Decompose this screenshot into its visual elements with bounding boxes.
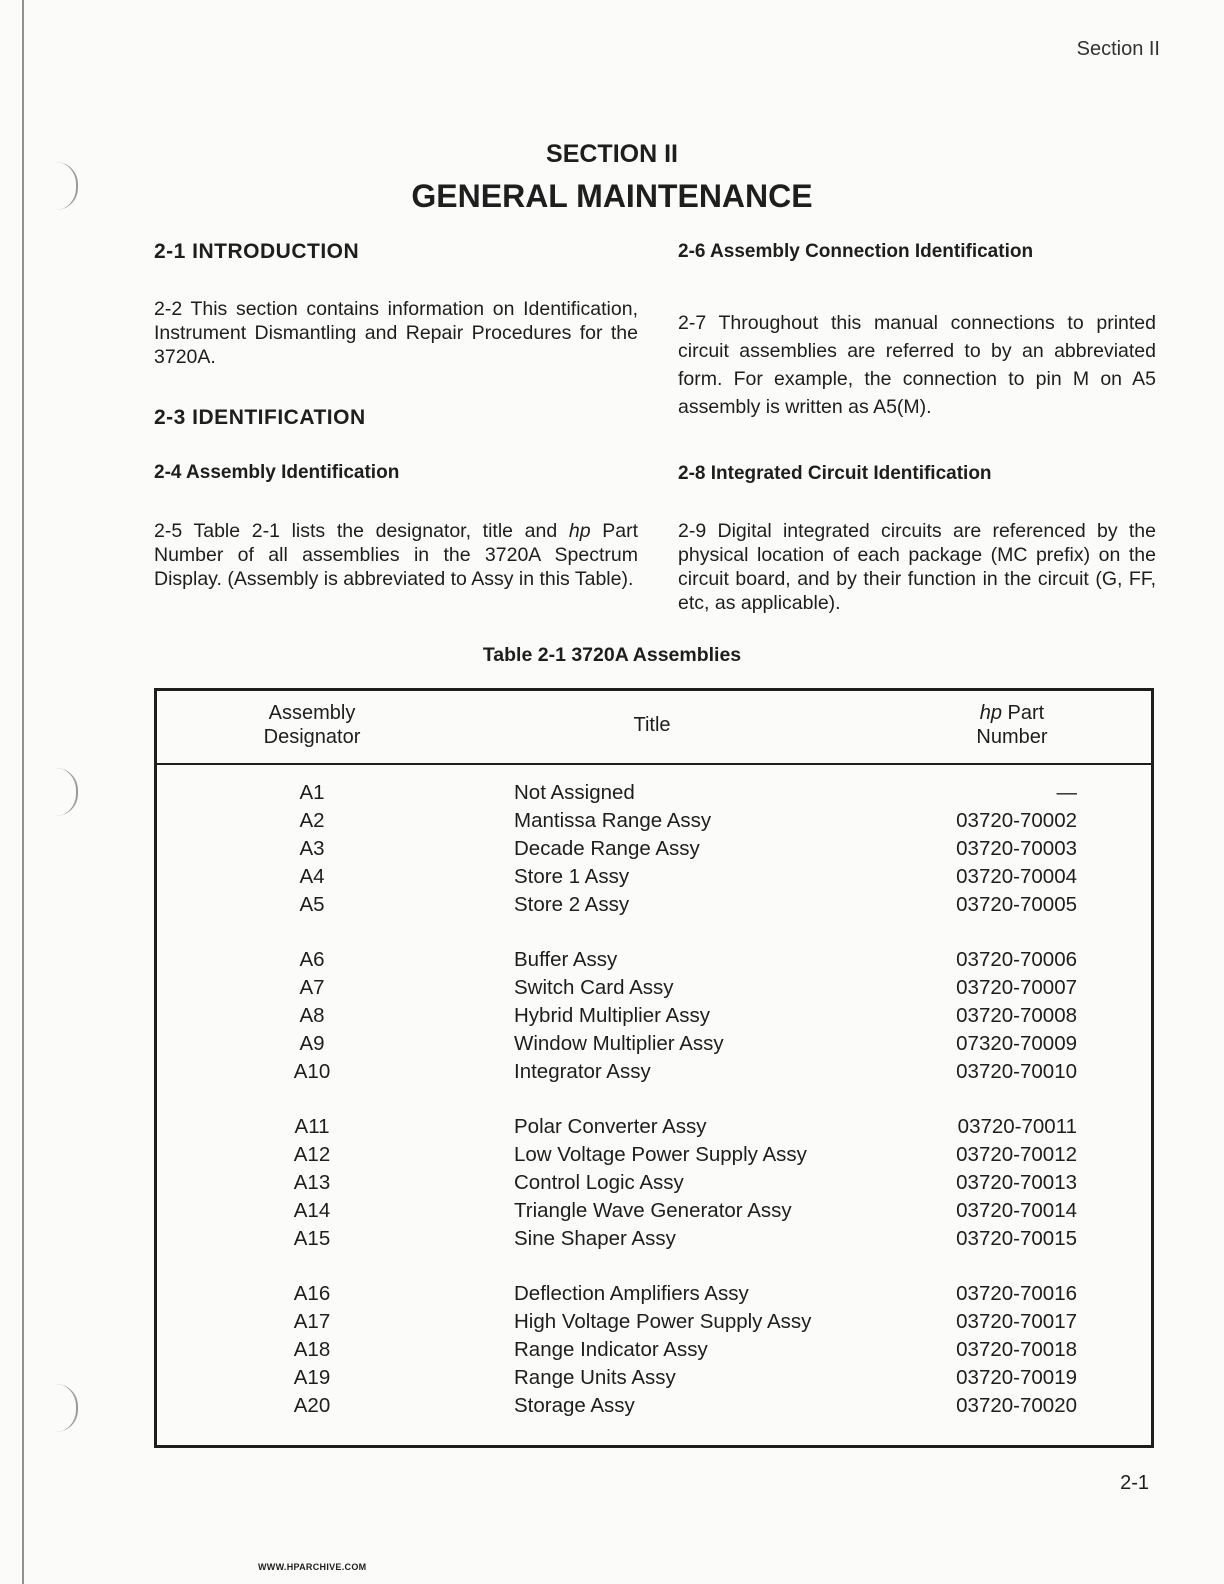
heading-introduction: 2-1 INTRODUCTION [154,240,360,263]
cell-designator: A17 [293,1310,331,1333]
page-number: 2-1 [1120,1472,1149,1494]
cell-title: Buffer Assy [514,948,618,971]
cell-title: Window Multiplier Assy [514,1032,724,1055]
cell-part-number: 03720-70006 [956,948,1077,971]
cell-part-number: 03720-70018 [956,1338,1077,1361]
page-binding-edge [22,0,24,1584]
heading-assembly-connection: 2-6 Assembly Connection Identification [678,241,1034,262]
table-row [157,1115,1151,1143]
cell-designator: A1 [299,781,325,804]
cell-title: Low Voltage Power Supply Assy [514,1143,807,1166]
header-part-line1 [937,701,1087,725]
cell-title: Sine Shaper Assy [514,1227,676,1250]
cell-part-number: 03720-70012 [956,1143,1077,1166]
table-row [157,865,1151,893]
paragraph-2-2: 2-2 This section contains information on Identification, Instrument Dismantling and Repair Procedures for the 3720A. [154,298,638,368]
cell-part-number: 03720-70002 [956,809,1077,832]
cell-title: Range Units Assy [514,1366,676,1389]
table-row [157,809,1151,837]
cell-designator: A2 [299,809,325,832]
footer-url: WWW.HPARCHIVE.COM [258,1562,367,1572]
cell-part-number: 03720-70005 [956,893,1077,916]
table-row [157,893,1151,921]
cell-part-number: 03720-70019 [956,1366,1077,1389]
cell-part-number: 03720-70008 [956,1004,1077,1027]
cell-title: Range Indicator Assy [514,1338,708,1361]
table-body [157,781,1151,1422]
heading-integrated-circuit: 2-8 Integrated Circuit Identification [678,463,992,484]
heading-identification: 2-3 IDENTIFICATION [154,406,366,429]
table-row [157,1171,1151,1199]
header-part-line2: Number [976,726,1048,748]
table-row [157,976,1151,1004]
table-row [157,781,1151,809]
cell-designator: A15 [293,1227,331,1250]
table-row [157,1060,1151,1088]
cell-part-number: 03720-70013 [956,1171,1077,1194]
cell-part-number: — [1056,781,1077,804]
binder-hole-mark [56,768,78,816]
cell-designator: A9 [299,1032,325,1055]
header-title: Title [633,714,671,736]
binder-hole-mark [56,1384,78,1432]
cell-designator: A18 [293,1338,331,1361]
cell-title: Store 2 Assy [514,893,630,916]
assemblies-table [154,688,1154,1448]
cell-title: Polar Converter Assy [514,1115,707,1138]
cell-designator: A4 [299,865,325,888]
cell-designator: A3 [299,837,325,860]
cell-designator: A13 [293,1171,331,1194]
header-designator-line1: Assembly [268,702,356,724]
cell-part-number: 03720-70014 [956,1199,1077,1222]
cell-designator: A19 [293,1366,331,1389]
cell-title: Store 1 Assy [514,865,630,888]
section-title: GENERAL MAINTENANCE [411,178,813,214]
cell-part-number: 03720-70015 [956,1227,1077,1250]
cell-title: Integrator Assy [514,1060,651,1083]
cell-title: Control Logic Assy [514,1171,684,1194]
table-row [157,1004,1151,1032]
cell-designator: A11 [294,1115,330,1138]
paragraph-2-5 [154,519,638,591]
table-row [157,948,1151,976]
table-row [157,1338,1151,1366]
cell-title: Storage Assy [514,1394,635,1417]
cell-part-number: 03720-70016 [956,1282,1077,1305]
table-row [157,837,1151,865]
header-part-number [937,701,1087,749]
cell-part-number: 03720-70020 [956,1394,1077,1417]
cell-designator: A8 [299,1004,325,1027]
paragraph-2-7: 2-7 Throughout this manual connections to printed circuit assemblies are referred to by an abbreviated form. For example, the connection to pin M on A5 assembly is written as A5(M). [678,312,1156,418]
cell-title: Not Assigned [514,781,635,804]
cell-part-number: 03720-70010 [956,1060,1077,1083]
header-designator-line2: Designator [263,726,361,748]
running-head: Section II [1076,38,1160,60]
cell-part-number: 07320-70009 [956,1032,1077,1055]
cell-title: Triangle Wave Generator Assy [514,1199,792,1222]
cell-title: Hybrid Multiplier Assy [514,1004,710,1027]
table-header [157,691,1151,765]
table-row [157,1310,1151,1338]
cell-title: Switch Card Assy [514,976,674,999]
paragraph-2-5-suffix: Part Number of all assemblies in the 3720A Spectrum Display. (Assembly is abbreviated to Assy in this Table). [154,520,638,590]
table-row [157,1143,1151,1171]
header-designator [237,701,387,749]
paragraph-2-5-prefix: 2-5 Table 2-1 lists the designator, title and [154,520,569,542]
section-number: SECTION II [546,140,678,168]
cell-title: Decade Range Assy [514,837,700,860]
cell-part-number: 03720-70003 [956,837,1077,860]
cell-title: High Voltage Power Supply Assy [514,1310,812,1333]
cell-part-number: 03720-70017 [956,1310,1077,1333]
table-row [157,1366,1151,1394]
cell-designator: A16 [293,1282,331,1305]
cell-designator: A5 [299,893,325,916]
table-caption: Table 2-1 3720A Assemblies [482,644,742,666]
header-hp-italic: hp [979,702,1002,724]
cell-part-number: 03720-70007 [956,976,1077,999]
hp-italic: hp [568,520,591,542]
cell-designator: A10 [293,1060,331,1083]
table-row [157,1199,1151,1227]
cell-designator: A7 [299,976,325,999]
table-row [157,1032,1151,1060]
cell-title: Mantissa Range Assy [514,809,712,832]
cell-designator: A6 [299,948,325,971]
cell-part-number: 03720-70004 [956,865,1077,888]
heading-assembly-identification: 2-4 Assembly Identification [154,462,400,483]
paragraph-2-9: 2-9 Digital integrated circuits are referenced by the physical location of each package (MC prefix) on the circuit board, and by their function in the circuit (G, FF, etc, as applicable). [678,520,1156,614]
cell-title: Deflection Amplifiers Assy [514,1282,749,1305]
cell-part-number: 03720-70011 [957,1115,1077,1138]
header-part-word: Part [1002,702,1045,724]
cell-designator: A12 [293,1143,331,1166]
table-row [157,1394,1151,1422]
table-row [157,1282,1151,1310]
cell-designator: A20 [293,1394,331,1417]
table-row [157,1227,1151,1255]
cell-designator: A14 [293,1199,331,1222]
